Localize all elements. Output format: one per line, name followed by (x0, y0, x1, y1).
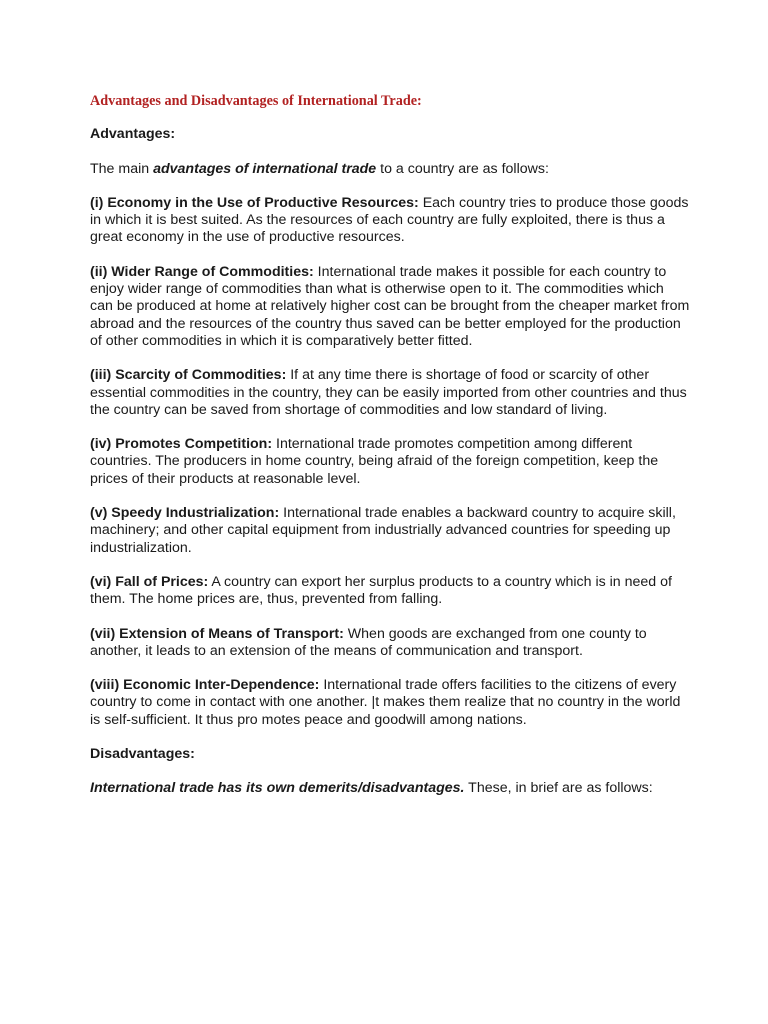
intro-before: The main (90, 160, 154, 177)
disadvantages-emphasis: International trade has its own demerits/disadvantages. (90, 780, 465, 797)
advantage-text: When goods are exchanged from one county to another, it leads to an extension of the means of communication and transport. (90, 625, 647, 659)
advantage-label: (vi) Fall of Prices: (90, 573, 209, 590)
advantage-label: (i) Economy in the Use of Productive Resources: (90, 194, 419, 211)
advantage-text: International trade enables a backward country to acquire skill, machinery; and other capital equipment from industrially advanced countries for speeding up industrialization. (90, 505, 676, 556)
advantage-item-3 (90, 367, 690, 419)
advantage-text: A country can export her surplus products to a country which is in need of them. The home prices are, thus, prevented from falling. (90, 573, 672, 608)
advantage-text: International trade promotes competition among different countries. The producers in home country, being afraid of the foreign competition, keep the prices of their products at reasonable level. (90, 436, 659, 487)
advantage-label: (viii) Economic Inter-Dependence: (90, 677, 320, 694)
advantage-text: If at any time there is shortage of food or scarcity of other essential commodities in the country, they can be easily imported from other countries and thus the country can be saved from shortage of commodities and low standard of living. (90, 367, 687, 418)
advantage-label: (v) Speedy Industrialization: (90, 505, 280, 522)
advantage-item-1 (90, 195, 690, 247)
disadvantages-intro (90, 780, 690, 797)
advantage-label: (vii) Extension of Means of Transport: (90, 625, 344, 642)
advantage-label: (iv) Promotes Competition: (90, 436, 273, 453)
advantage-text: Each country tries to produce those goods in which it is best suited. As the resources of each country are fully exploited, there is thus a great economy in the use of productive resources. (90, 194, 689, 246)
advantage-label: (ii) Wider Range of Commodities: (90, 263, 314, 280)
advantage-item-5 (90, 505, 690, 557)
document-title: Advantages and Disadvantages of International Trade: (90, 93, 422, 109)
advantage-item-7 (90, 626, 690, 661)
advantage-item-2 (90, 264, 690, 350)
advantage-item-4 (90, 436, 690, 488)
advantages-heading: Advantages: (90, 126, 176, 143)
disadvantages-after: These, in brief are as follows: (464, 780, 653, 797)
intro-emphasis: advantages of international trade (153, 160, 377, 177)
advantage-item-8 (90, 677, 690, 729)
intro-after: to a country are as follows: (376, 160, 549, 177)
advantage-text: International trade offers facilities to the citizens of every country to come in contact with one another. |t makes them realize that no country in the world is self-sufficient. It thus pro motes peace and goodwill among nations. (90, 677, 681, 728)
advantages-intro (90, 161, 690, 178)
advantage-label: (iii) Scarcity of Commodities: (90, 367, 287, 384)
disadvantages-heading: Disadvantages: (90, 746, 195, 763)
document-page (90, 93, 690, 815)
advantage-text: International trade makes it possible for each country to enjoy wider range of commodities than what is otherwise open to it. The commodities which can be produced at home at relatively higher cost can be brought from the cheaper market from abroad and the resources of the country thus saved can be better employed for the production of other commodities in which it is comparatively better fitted. (90, 263, 690, 349)
advantage-item-6 (90, 574, 690, 609)
